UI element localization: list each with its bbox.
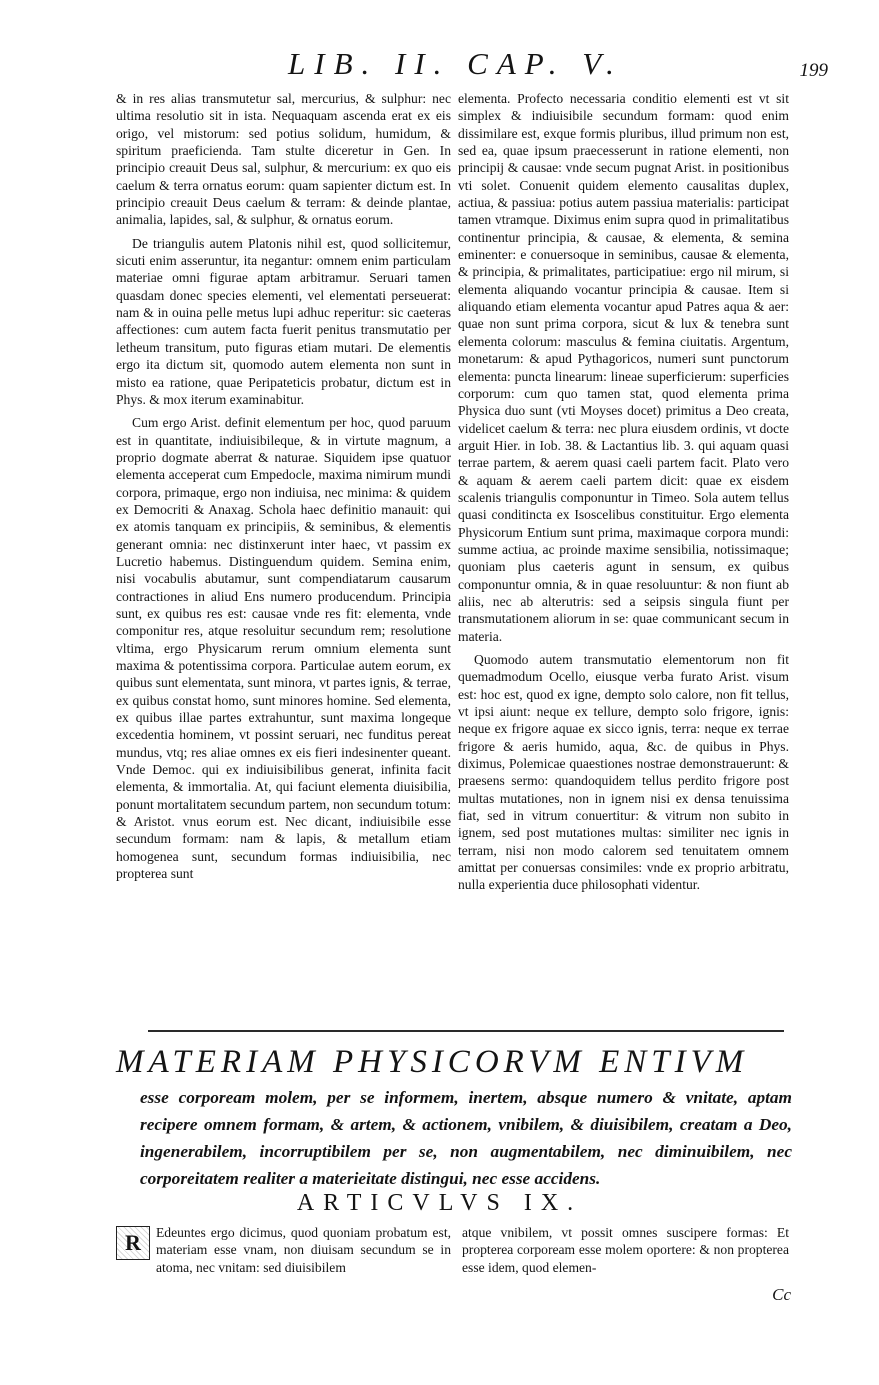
left-paragraph-1: & in res alias transmutetur sal, mercurius, & sulphur: nec ultima resolutio sit in ista. Nequaquam ascenda erat ex eis origo, vel mistorum: sed potius solidum, humidum, & spiritum praeficienda. Tam stulte diceretur in Gen. In principio creauit Deus sal, sulphur, & mercurium: ex quo eis caelum & terra ornatus eorum: quam sapienter dictum est. In principio creauit Deus caelum & terram: & deinde plantae, animalia, lapides, sal, & sulphur, & ornatus eorum. [116, 91, 451, 228]
decorated-initial: R [116, 1226, 150, 1260]
left-paragraph-3: Cum ergo Arist. definit elementum per hoc, quod paruum est in quantitate, indiuisibileque, & in virtute magnum, a proprio dogmate aberrat & naturae. Siquidem ipse quatuor elementa acceperat cum Empedocle, maxima nimirum mundi corpora, primaque, ergo non indiuisa, nec minima: & quidem ex Democriti & Anaxag. Schola haec definitio manauit: qui ex atomis tanquam ex principiis, & seminibus, & elementis generant omnia: nec distinxerunt inter haec, vt passim ex Lucretio habemus. Distinguendum quidem. Semina enim, nisi vocabulis abutamur, sunt compendiatarum causarum contractiones in aliud Ens numero producendum. Principia sunt, ex quibus res est: causae vnde res fit: elementa, vnde componitur res, atque resoluitur secundum rem; resolutione vltima, ergo Physicarum rerum omnium elementa sunt maxima & potentissima corpora. Particulae autem eorum, ex quibus sunt elementata, sunt minora, vt partes ignis, & terrae, ex quibus constat homo, sunt minores homine. Sed elementa, ex quibus illae partes extrahuntur, sunt maxima longeque excedentia hominem, vt possint seruari, nec funditus pereat mundus, vtq; res aliae omnes ex eis fieri indesinenter queant. Vnde Democ. qui ex indiuisibilibus generat, infinita facit elementa, & immortalia. At, qui faciunt elementa diuisibilia, ponunt mortalitatem secundum partem, non secundum totum: & Aristot. vnus eorum est. Nec dicant, indiuisibile esse secundum formam: nam & lapis, & metallum etiam homogenea sunt, secundum formas indiuisibilia, nec propterea sunt [116, 415, 451, 882]
article-text-left-body: Edeuntes ergo dicimus, quod quoniam probatum est, materiam esse vnam, non diuisam secundum se in atoma, nec vnitam: sed diuisibilem [156, 1225, 451, 1275]
section-divider-rule [148, 1030, 784, 1032]
thesis-statement: esse corpoream molem, per se informem, inertem, absque numero & vnitate, aptam recipere omnem formam, & artem, & actionem, vnibilem, & diuisibilem, creatam a Deo, ingenerabilem, incorruptibilem per se, non augmentabilem, nec diminuibilem, nec corporeitatem realiter a materieitate distingui, nec esse accidens. [140, 1088, 792, 1188]
article-text-right [462, 1224, 789, 1276]
article-text-left [116, 1224, 451, 1276]
running-head [108, 46, 828, 86]
right-column [458, 90, 789, 894]
page-number: 199 [799, 60, 828, 81]
left-paragraph-2: De triangulis autem Platonis nihil est, quod sollicitemur, sicuti enim asseruntur, ita negantur: omnem enim particulam materiae omni figurae aptam arbitramur. Seruari tamen quasdam donec species elementi, vel elementati perseuerat: nam & in ouina pelle metus lupi adhuc reperitur: sic caeteras affectiones: cum autem facta fuerit penitus transmutatio per letheum transitum, puto figuras etiam mutari. De elementis ergo ita dictum sit, quomodo autem elementa non sunt in misto ea ratione, quae Peripateticis probatur, dictum est in Phys. & mox iterum examinabitur. [116, 235, 451, 407]
catchword: Cc [772, 1285, 791, 1304]
article-text-right-body: atque vnibilem, vt possit omnes suscipere formas: Et propterea corpoream esse molem oportere: & non propterea esse idem, quod elemen- [462, 1225, 789, 1275]
thesis-heading: MATERIAM PHYSICORVM ENTIVM [116, 1044, 749, 1080]
article-heading: ARTICVLVS IX. [296, 1190, 583, 1216]
right-paragraph-2: Quomodo autem transmutatio elementorum non fit quemadmodum Ocello, eiusque verba furato Arist. visum est: hoc est, quod ex igne, dempto solo calore, non fit tellus, vt ipsi aiunt: neque ex tellure, dempto solo frigore, ignis: neque ex frigore aquae ex sicco ignis, terra: neque ex terrae frigore & aeris humido, aqua, &c. de quibus in Phys. diximus, Polemicae quaestiones nostrae demonstrauerunt: & praesens sermo: quandoquidem tellus perdito frigore post multas mutationes, non in ignem nisi ex densa tenuissima fiat, sed in vitrum conuertitur: & vitrum non subito in ignem, sed post mutationes multas: similiter nec ignis in terram, nisi non modo calorem sed tenuitatem omnem amittat per conuersas consimiles: vnde ex proprio arbitratu, nulla experientia duce philosophati videntur. [458, 652, 789, 893]
running-head-title: LIB. II. CAP. V. [288, 46, 623, 81]
right-paragraph-1: elementa. Profecto necessaria conditio elementi est vt sit simplex & indiuisibile secundum formam: quod enim dissimilare est, exque formis pluribus, illud primum non est, sed ea, quae ipsum praecesserunt in ratione elementi, non principij & causae: vnde secum pugnat Arist. in positionibus vti solet. Conuenit quidem elemento causalitas duplex, actiua, & passiua: potius autem passiua materialis: participat tamen vtramque. Diximus enim supra quod in primalitatibus continentur principia, & causae, & elementa, & semina eminenter: e conuersoque in seminibus, causae & elementa, & principia, & primalitates, participatiue: ergo nil mirum, si elementa aliquando vocantur principia & causae. Item si aliquando etiam elementa vocantur apud Patres aqua & aer: quae non sunt prima corpora, sicut & lux & tenebra sunt elementa colorum: masculus & femina ciuitatis. Argentum, monetarum: & apud Pythagoricos, numeri sunt punctorum elementa: puncta linearum: lineae superficierum: superficies corporum: cum quo tamen stat, quod elementa prima Physica duo sunt (vti Moyses docet) primitus a Deo creata, videlicet caelum & terra: nec plura eiusdem ordinis, vt docte arguit Hier. in Iob. 38. & Lactantius lib. 3. qui aquam quasi terrae partem, & aerem quasi caeli partem facit. Plato vero & aquam & aerem caeli partem dicit: quae ex eisdem scalenis triangulis componuntur in Timeo. Sola autem tellus quasi conditincta ex Isoscelibus constituitur. Ergo elementa Physicorum Entium sunt prima, maximaque corpora mundi: summe actiua, ac proinde maxime sensibilia, notissimaque; quoniam plus caeteris agunt in sensum, ex quibus componuntur omnia, & in quae resoluuntur: & non fiunt ab aliis, nec ab alterutris: sed a seipsis singula fiunt per transmutationem aliorum in se: quae communicant secum in materia. [458, 91, 789, 644]
thesis-block [116, 1042, 792, 1192]
left-column [116, 90, 451, 882]
